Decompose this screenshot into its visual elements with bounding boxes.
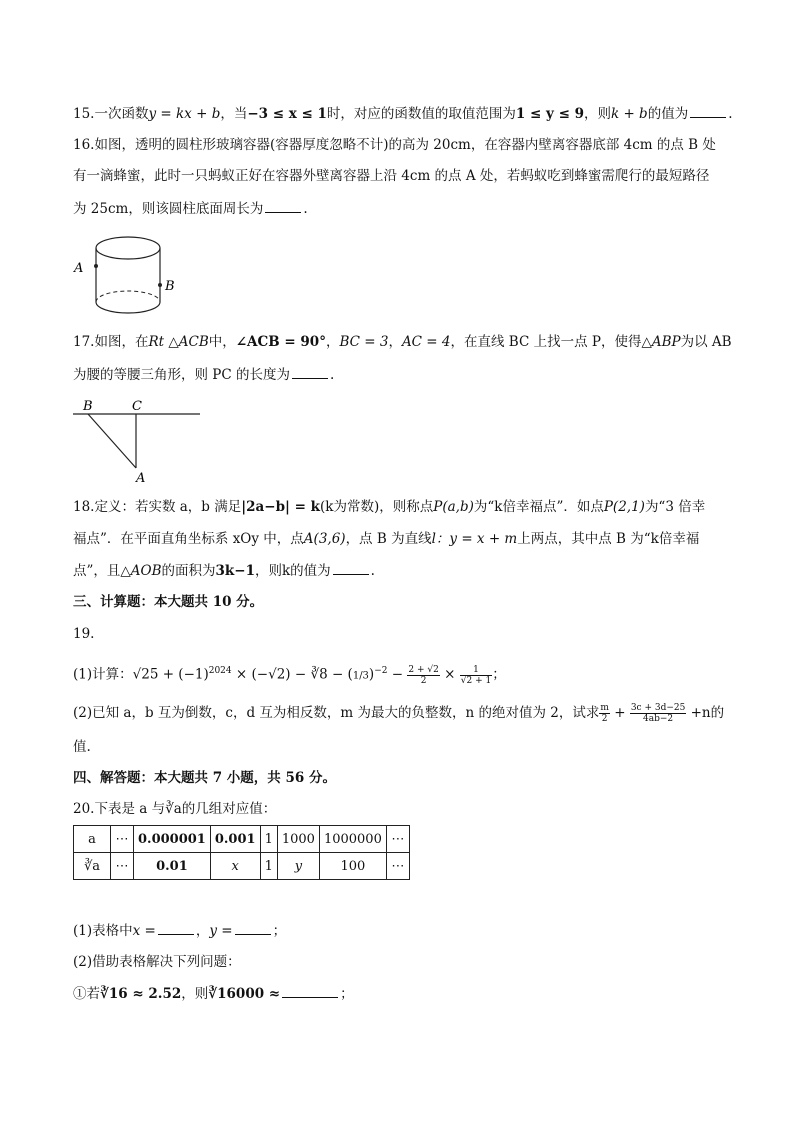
q18-line-3: 点”，且△AOB的面积为3k−1，则k的值为 . [73, 563, 375, 579]
label-a: A [136, 471, 146, 486]
q15-range: 1 ≤ y ≤ 9 [515, 106, 584, 122]
q19-number: 19. [73, 626, 95, 642]
table-row: ∛a ⋯ 0.01 x 1 y 100 ⋯ [74, 853, 410, 880]
section-4-heading: 四、解答题：本大题共 7 小题，共 56 分。 [73, 770, 336, 786]
fraction-2: $\frac{1}{√2 + 1}$ [460, 664, 492, 686]
fraction-4: $\frac{3c + 3d-25}{4ab-2}$ [630, 703, 686, 724]
q19-part-1: (1)计算：$√25 + (-1)^{2024} \times (-√2)$ − ∛8 − $(1/3)^{-2}$ − $\frac{2 + √2}{2}$ × $\frac{1}{√2 + 1}$ ； [73, 664, 506, 686]
cylinder-top [96, 237, 160, 259]
q19-part-2: (2)已知 a，b 互为倒数，c，d 互为相反数，m 为最大的负整数，n 的绝对值为 2，试求 $\frac{m}{2}$ + $\frac{3c + 3d-25}{4ab-2}$ +n的 [73, 703, 725, 724]
q20-part-1: (1)表格中x = ，y = ； [73, 923, 287, 939]
point-b [158, 283, 162, 287]
q17-answer-blank[interactable] [292, 365, 328, 379]
question-15: 15.一次函数y = kx + b，当−3 ≤ x ≤ 1时，对应的函数值的取值范围为1 ≤ y ≤ 9，则k + b的值为 . [73, 106, 733, 122]
q20-answer-blank[interactable] [282, 984, 338, 998]
q16-line-3: 为 25cm，则该圆柱底面周长为 . [73, 201, 308, 217]
section-3-heading: 三、计算题：本大题共 10 分。 [73, 594, 264, 610]
q18-line-2: 福点”．在平面直角坐标系 xOy 中，点A(3,6)，点 B 为直线l：y = x + m上两点，其中点 B 为“k倍幸福 [73, 531, 700, 547]
label-a: A [74, 261, 84, 276]
cylinder-bottom-back [96, 291, 160, 302]
q17-line-1: 17.如图，在Rt △ACB中，∠ACB = 90°，BC = 3，AC = 4，在直线 BC 上找一点 P，使得△ABP为以 AB [73, 334, 732, 350]
q15-condition: −3 ≤ x ≤ 1 [247, 106, 327, 122]
x-answer-blank[interactable] [158, 921, 194, 935]
q20-intro: 20.下表是 a 与∛a的几组对应值： [73, 801, 277, 817]
fraction-3: $\frac{m}{2}$ [600, 703, 609, 724]
q20-part-2: (2)借助表格解决下列问题： [73, 954, 241, 970]
q16-answer-blank[interactable] [265, 199, 301, 213]
q17-line-2: 为腰的等腰三角形，则 PC 的长度为 . [73, 367, 335, 383]
table-row: a ⋯ 0.000001 0.001 1 1000 1000000 ⋯ [74, 826, 410, 853]
y-answer-blank[interactable] [235, 921, 271, 935]
point-a [94, 264, 98, 268]
label-c: C [132, 399, 142, 414]
values-table [73, 825, 410, 880]
q16-line-1: 16.如图，透明的圆柱形玻璃容器(容器厚度忽略不计)的高为 20cm，在容器内壁离容器底部 4cm 的点 B 处 [73, 137, 716, 153]
q15-text: 15.一次函数 [73, 106, 149, 122]
q19-part-2-cont: 值. [73, 739, 91, 755]
cylinder-bottom-front [96, 302, 160, 313]
fraction-1: $\frac{2 + √2}{2}$ [408, 664, 439, 686]
q16-line-2: 有一滴蜂蜜，此时一只蚂蚁正好在容器外壁离容器上沿 4cm 的点 A 处，若蚂蚁吃到蜂蜜需爬行的最短路径 [73, 168, 710, 184]
q15-answer-blank[interactable] [690, 104, 726, 118]
q15-equation: y = kx + b [148, 106, 221, 122]
q20-part-3: ①若∛16 ≈ 2.52，则∛16000 ≈ ； [73, 986, 354, 1002]
label-b: B [83, 399, 93, 414]
segment-ab [88, 414, 136, 468]
q18-answer-blank[interactable] [333, 561, 369, 575]
triangle-figure [70, 396, 205, 486]
label-b: B [165, 279, 175, 294]
q18-line-1: 18.定义：若实数 a，b 满足|2a−b| = k(k为常数)，则称点P(a,b)为“k倍幸福点”．如点P(2,1)为“3 倍幸 [73, 499, 706, 515]
cylinder-figure [70, 228, 180, 318]
